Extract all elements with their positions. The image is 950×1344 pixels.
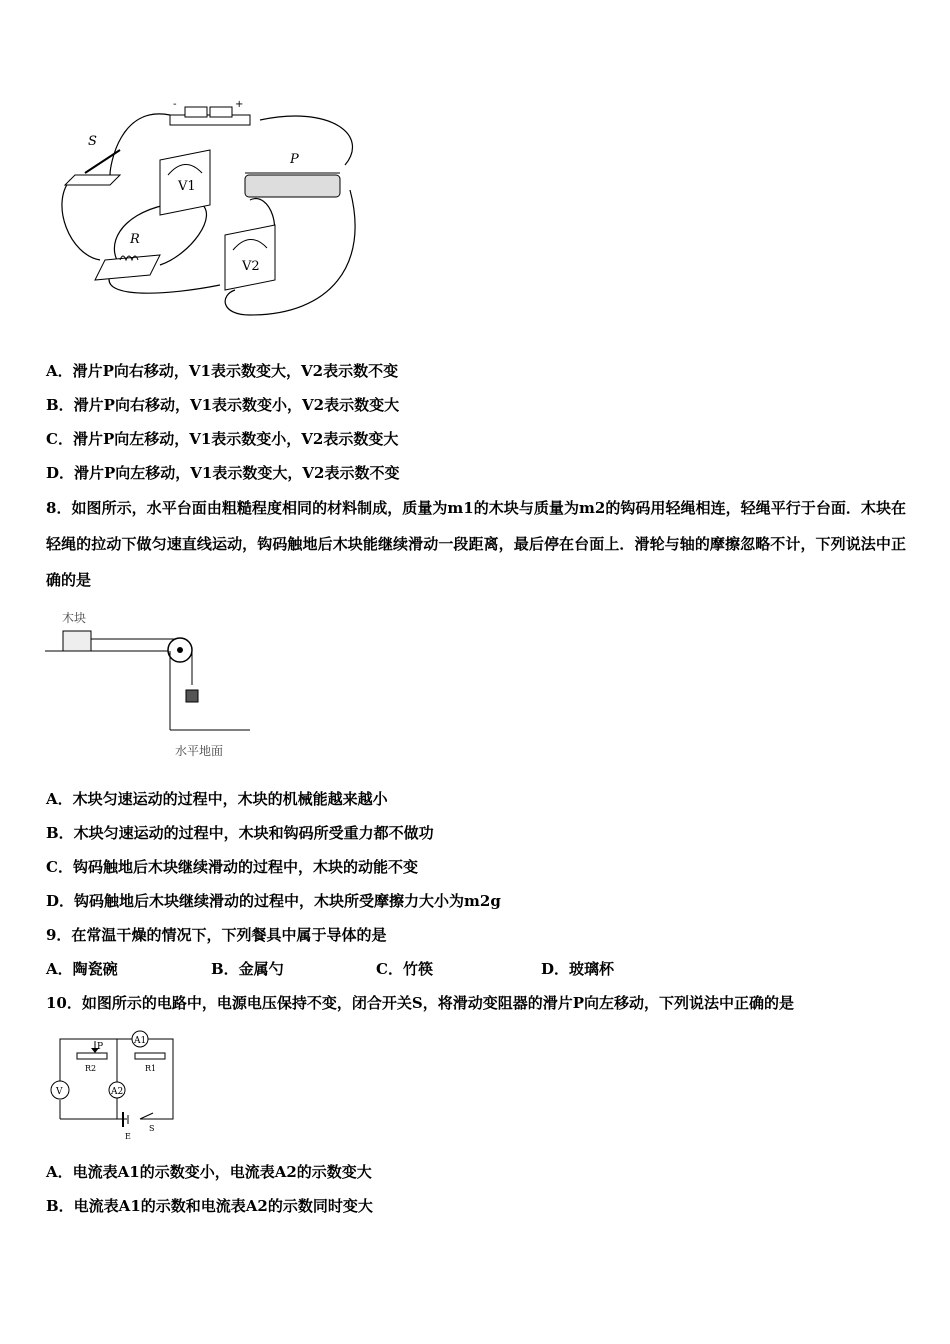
q9-option-d: D．玻璃杯	[541, 960, 615, 978]
q8-option-c: C．钩码触地后木块继续滑动的过程中，木块的动能不变	[46, 858, 418, 876]
slider-p-label: P	[97, 1042, 104, 1052]
block-label: 木块	[62, 611, 87, 625]
q10-option-a: A．电流表A1的示数变小，电流表A2的示数变大	[46, 1163, 372, 1181]
q8-stem: 8．如图所示，水平台面由粗糙程度相同的材料制成，质量为m1的木块与质量为m2的钩码用轻绳相连，轻绳平行于台面．木块在轻绳的拉动下做匀速直线运动，钩码触地后木块能继续滑动一段距离，最后停在台面上．滑轮与轴的摩擦忽略不计，下列说法中正确的是	[46, 499, 906, 589]
rheostat-p-label: P	[290, 152, 299, 167]
block-pulley-figure	[45, 605, 265, 765]
q7-option-d: D．滑片P向左移动，V1表示数变大，V2表示数不变	[46, 464, 400, 482]
battery-plus-label: +	[235, 99, 244, 110]
voltmeter-v2-label: V2	[242, 259, 260, 274]
q7-option-b: B．滑片P向右移动，V1表示数变小，V2表示数变大	[46, 396, 400, 414]
voltmeter-v1-label: V1	[178, 179, 196, 194]
switch-s-label-q10: S	[149, 1124, 155, 1133]
q8-option-b: B．木块匀速运动的过程中，木块和钩码所受重力都不做功	[46, 824, 434, 842]
q7-option-a: A．滑片P向右移动，V1表示数变大，V2表示数不变	[46, 362, 399, 380]
circuit-apparatus-figure	[50, 95, 370, 325]
ammeter-a2-label: A2	[111, 1087, 124, 1097]
battery-minus-label: -	[173, 99, 177, 110]
q10-stem: 10．如图所示的电路中，电源电压保持不变，闭合开关S，将滑动变阻器的滑片P向左移动，下列说法中正确的是	[46, 994, 794, 1012]
ammeter-a1-label: A1	[134, 1036, 147, 1046]
ground-label: 水平地面	[175, 744, 224, 758]
q8-option-a: A．木块匀速运动的过程中，木块的机械能越来越小	[46, 790, 388, 808]
q9-option-a: A．陶瓷碗	[46, 960, 118, 978]
switch-s-label: S	[88, 134, 97, 149]
q7-option-c: C．滑片P向左移动，V1表示数变小，V2表示数变大	[46, 430, 399, 448]
q10-circuit-figure	[45, 1027, 195, 1147]
resistor-r1-label: R1	[145, 1064, 157, 1073]
q9-options	[46, 959, 614, 979]
q9-option-b: B．金属勺	[211, 960, 284, 978]
resistor-r2-label: R2	[85, 1064, 97, 1073]
q9-option-c: C．竹筷	[376, 960, 433, 978]
q9-stem: 9．在常温干燥的情况下，下列餐具中属于导体的是	[46, 926, 387, 944]
voltmeter-v-label: V	[56, 1087, 63, 1097]
resistor-r-label: R	[130, 232, 140, 247]
q8-option-d: D．钩码触地后木块继续滑动的过程中，木块所受摩擦力大小为m2g	[46, 892, 501, 910]
source-e-label: E	[125, 1132, 131, 1141]
q10-option-b: B．电流表A1的示数和电流表A2的示数同时变大	[46, 1197, 373, 1215]
